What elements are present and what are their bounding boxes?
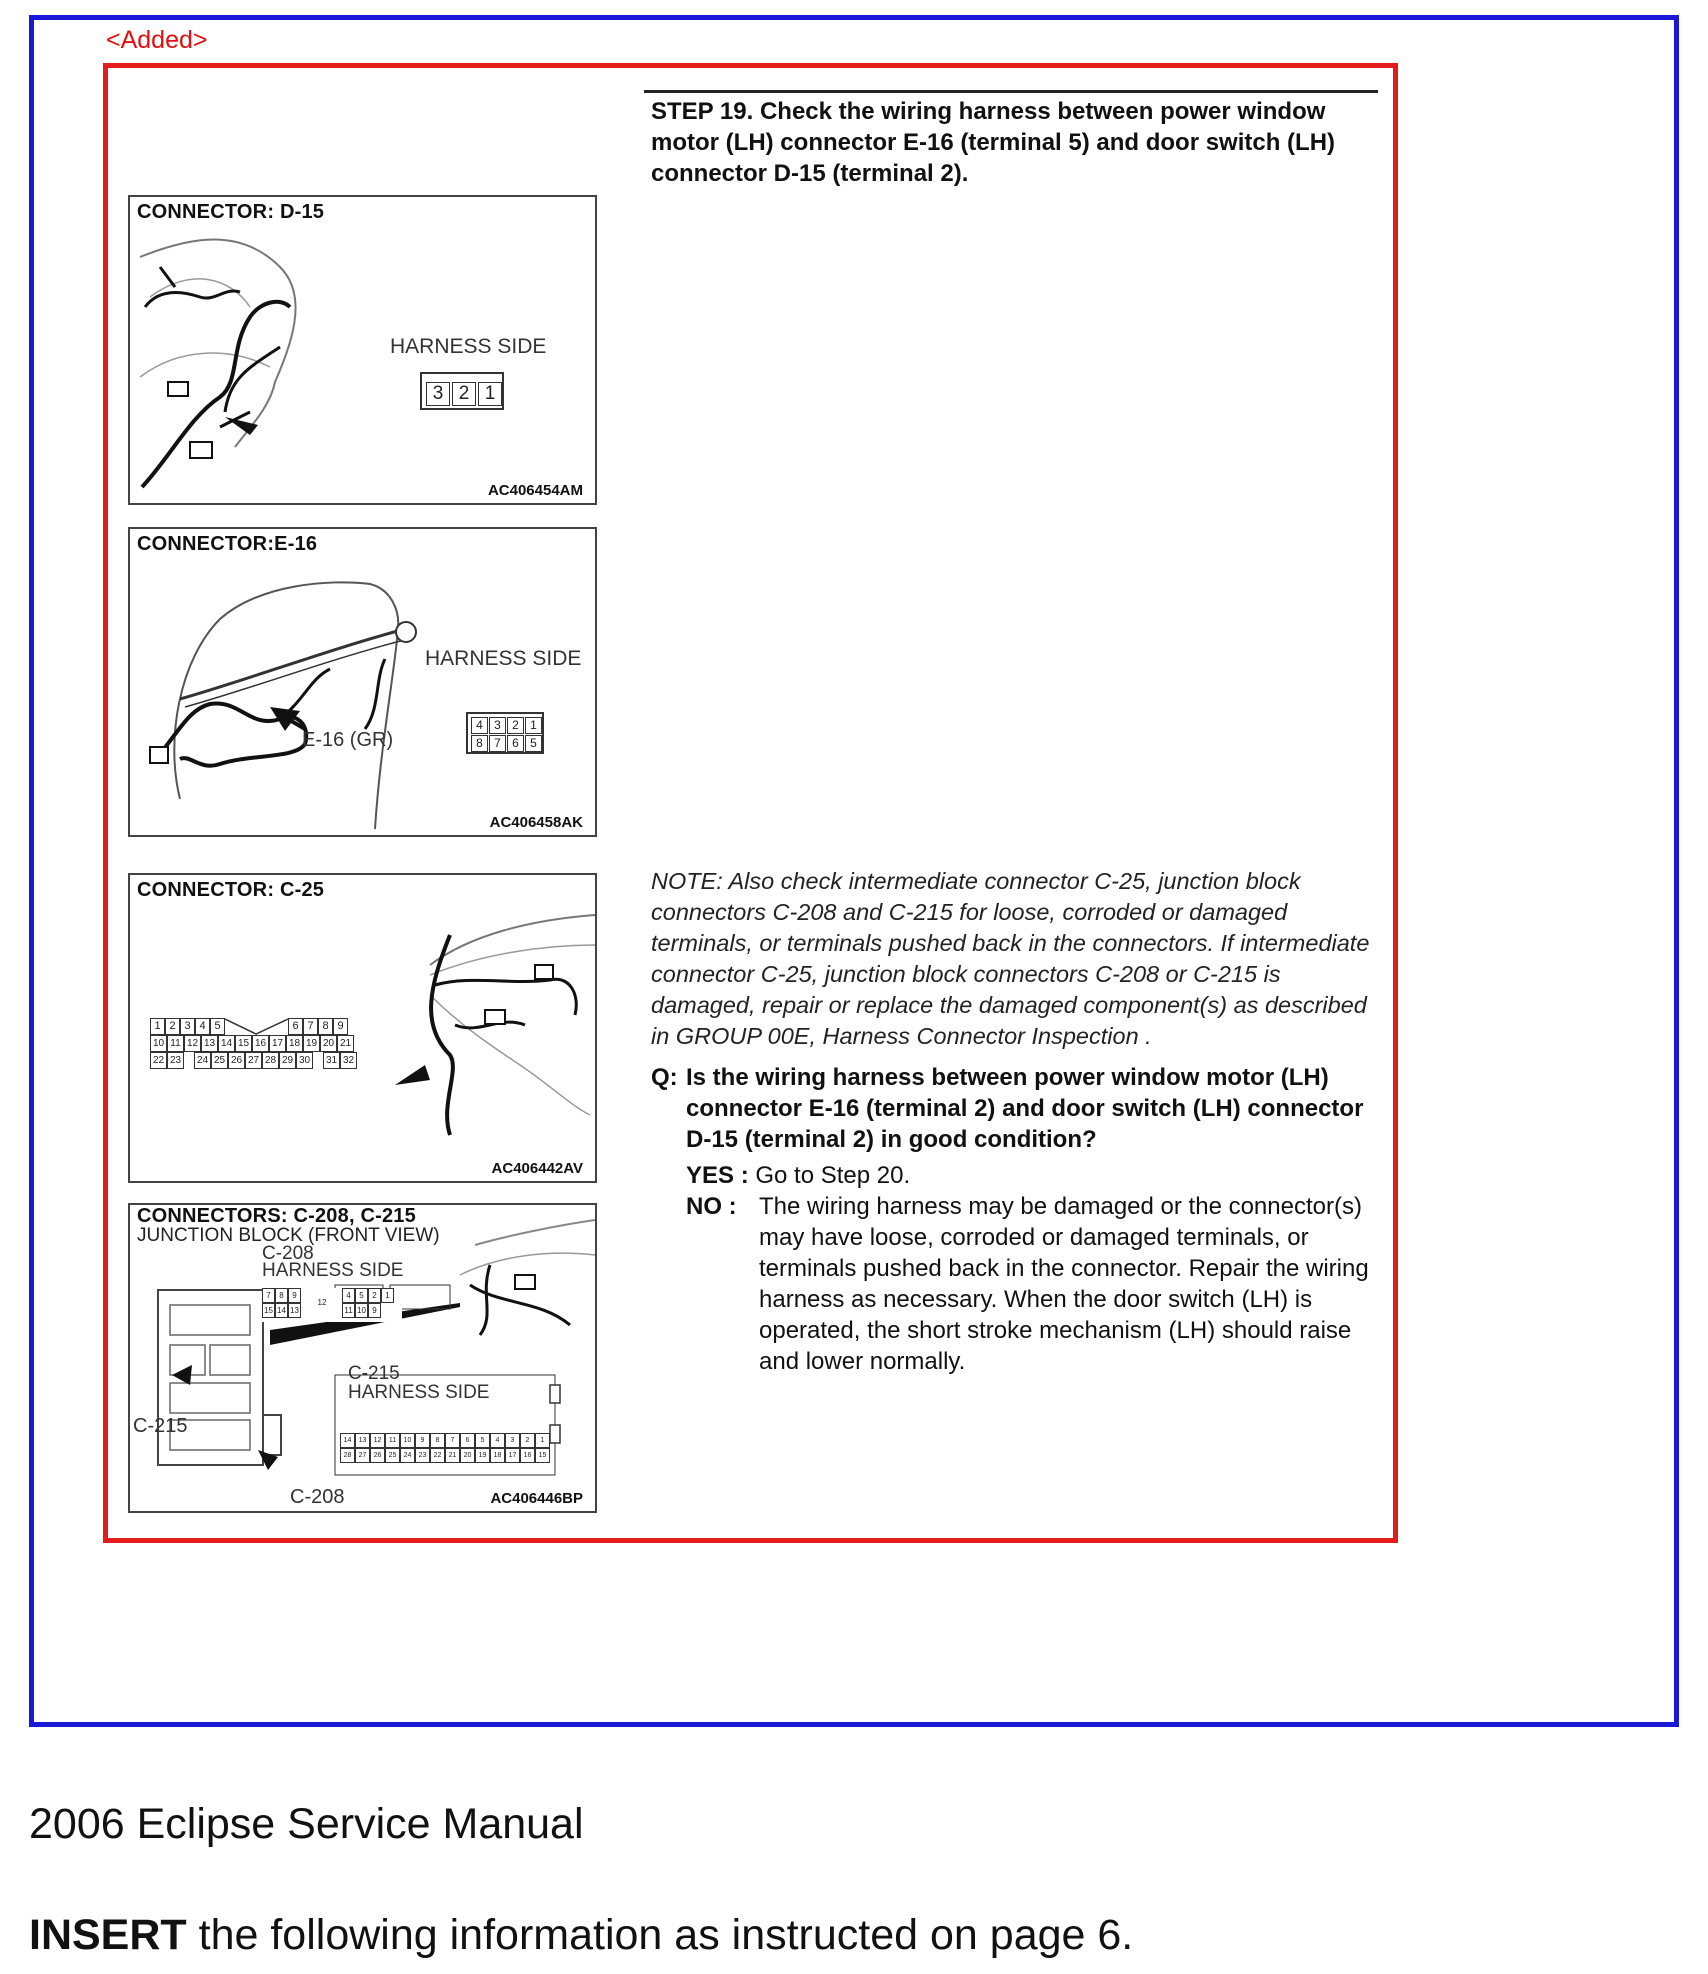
c215-pin: 23 bbox=[415, 1448, 430, 1463]
d15-pin: 2 bbox=[452, 382, 476, 406]
c208-c215-figure-code: AC406446BP bbox=[490, 1490, 583, 1507]
c208-pin: 9 bbox=[368, 1303, 381, 1318]
c208-pin: 14 bbox=[275, 1303, 288, 1318]
c208-callout: C-208 bbox=[290, 1486, 345, 1508]
note-paragraph: NOTE: Also check intermediate connector C-25, junction block connectors C-208 and C-215 for loose, corroded or damaged terminals, or terminals pushed back in the connectors. If intermediate connector C-25, junction block connectors C-208 or C-215 is damaged, repair or replace the damaged component(s) as described in GROUP 00E, Harness Connector Inspection . bbox=[651, 868, 1370, 1049]
e16-pin: 6 bbox=[507, 735, 524, 752]
question-text: Is the wiring harness between power window motor (LH) connector E-16 (terminal 2) and door switch (LH) connector D-15 (terminal 2) in good condition? bbox=[686, 1064, 1364, 1153]
c25-pin: 1 bbox=[150, 1018, 165, 1035]
e16-pin: 4 bbox=[471, 717, 488, 734]
no-answer bbox=[686, 1191, 1406, 1377]
c25-pin: 3 bbox=[180, 1018, 195, 1035]
c215-pin: 15 bbox=[535, 1448, 550, 1463]
c25-figure-code: AC406442AV bbox=[491, 1160, 583, 1177]
c215-pin: 27 bbox=[355, 1448, 370, 1463]
c208-pin: 4 bbox=[342, 1288, 355, 1303]
c215-pin: 8 bbox=[430, 1433, 445, 1448]
c215-pin: 6 bbox=[460, 1433, 475, 1448]
d15-connector-face bbox=[420, 372, 504, 410]
c25-pin: 28 bbox=[262, 1052, 279, 1069]
c215-pin: 3 bbox=[505, 1433, 520, 1448]
c215-pin: 11 bbox=[385, 1433, 400, 1448]
c25-pin: 24 bbox=[194, 1052, 211, 1069]
insert-keyword: INSERT bbox=[29, 1911, 187, 1959]
c25-pin: 10 bbox=[150, 1035, 167, 1052]
c215-pin: 25 bbox=[385, 1448, 400, 1463]
question-block bbox=[651, 1062, 1391, 1155]
c208-pin: 1 bbox=[381, 1288, 394, 1303]
c208-c215-title: CONNECTORS: C-208, C-215 bbox=[137, 1205, 416, 1227]
c215-pin: 1 bbox=[535, 1433, 550, 1448]
c25-pin: 8 bbox=[318, 1018, 333, 1035]
c215-pin: 22 bbox=[430, 1448, 445, 1463]
c215-pin: 2 bbox=[520, 1433, 535, 1448]
c215-pin: 10 bbox=[400, 1433, 415, 1448]
no-text: The wiring harness may be damaged or the connector(s) may have loose, corroded or damaged terminals, or terminals pushed back in the connector. Repair the wiring harness as necessary. When the door switch (LH) is operated, the short stroke mechanism (LH) should raise and lower normally. bbox=[759, 1193, 1369, 1375]
c215-pin: 17 bbox=[505, 1448, 520, 1463]
c208-pin: 12 bbox=[317, 1298, 327, 1307]
question-prefix: Q: bbox=[651, 1064, 678, 1091]
e16-pin: 3 bbox=[489, 717, 506, 734]
junction-block-subtitle: JUNCTION BLOCK (FRONT VIEW) bbox=[137, 1225, 440, 1246]
c208-harness-side-label: HARNESS SIDE bbox=[262, 1260, 404, 1281]
yes-label: YES : bbox=[686, 1162, 749, 1189]
c215-pin: 20 bbox=[460, 1448, 475, 1463]
c208-pin: 8 bbox=[275, 1288, 288, 1303]
c25-pin: 22 bbox=[150, 1052, 167, 1069]
step-divider bbox=[644, 90, 1378, 93]
c25-pin: 15 bbox=[235, 1035, 252, 1052]
e16-pin: 7 bbox=[489, 735, 506, 752]
c208-pin: 2 bbox=[368, 1288, 381, 1303]
c215-connector-face bbox=[340, 1433, 550, 1467]
c208-pin: 10 bbox=[355, 1303, 368, 1318]
e16-pin: 1 bbox=[525, 717, 542, 734]
c25-pin: 13 bbox=[201, 1035, 218, 1052]
c208-pin: 7 bbox=[262, 1288, 275, 1303]
c215-pin: 16 bbox=[520, 1448, 535, 1463]
c208-pin: 15 bbox=[262, 1303, 275, 1318]
c25-pin: 21 bbox=[337, 1035, 354, 1052]
c215-label: C-215 bbox=[348, 1363, 400, 1384]
c25-pin: 14 bbox=[218, 1035, 235, 1052]
manual-title: 2006 Eclipse Service Manual bbox=[29, 1800, 584, 1848]
c208-label: C-208 bbox=[262, 1243, 314, 1264]
c208-connector-face bbox=[262, 1288, 402, 1322]
c25-pin: 7 bbox=[303, 1018, 318, 1035]
e16-callout-label: E-16 (GR) bbox=[302, 729, 394, 751]
insert-instruction-text: the following information as instructed on page 6. bbox=[186, 1911, 1134, 1959]
c215-harness-side-label: HARNESS SIDE bbox=[348, 1382, 490, 1403]
c215-callout: C-215 bbox=[133, 1415, 188, 1437]
c25-pin: 6 bbox=[288, 1018, 303, 1035]
e16-title: CONNECTOR:E-16 bbox=[137, 533, 318, 555]
e16-pin: 5 bbox=[525, 735, 542, 752]
c208-pin: 11 bbox=[342, 1303, 355, 1318]
c25-connector-face bbox=[150, 1018, 358, 1078]
c25-pin: 27 bbox=[245, 1052, 262, 1069]
c25-pin: 18 bbox=[286, 1035, 303, 1052]
insert-instruction bbox=[29, 1911, 1133, 1960]
c25-pin: 5 bbox=[210, 1018, 225, 1035]
c25-pin: 29 bbox=[279, 1052, 296, 1069]
yes-answer bbox=[686, 1160, 910, 1191]
c25-pin: 4 bbox=[195, 1018, 210, 1035]
d15-pin: 3 bbox=[426, 382, 450, 406]
c25-pin: 25 bbox=[211, 1052, 228, 1069]
c215-pin: 18 bbox=[490, 1448, 505, 1463]
c25-pin: 31 bbox=[323, 1052, 340, 1069]
c25-pin: 19 bbox=[303, 1035, 320, 1052]
yes-text: Go to Step 20. bbox=[755, 1162, 911, 1189]
c215-pin: 21 bbox=[445, 1448, 460, 1463]
e16-figure-code: AC406458AK bbox=[489, 814, 583, 831]
figure-connector-e16 bbox=[128, 527, 597, 837]
c25-pin: 20 bbox=[320, 1035, 337, 1052]
c215-pin: 7 bbox=[445, 1433, 460, 1448]
c215-pin: 24 bbox=[400, 1448, 415, 1463]
c25-pin: 26 bbox=[228, 1052, 245, 1069]
c215-pin: 26 bbox=[370, 1448, 385, 1463]
c25-pin: 17 bbox=[269, 1035, 286, 1052]
e16-door-illustration bbox=[130, 529, 597, 837]
e16-harness-side-label: HARNESS SIDE bbox=[425, 647, 582, 670]
c215-pin: 28 bbox=[340, 1448, 355, 1463]
c25-key-notch bbox=[225, 1018, 288, 1035]
c25-pin: 16 bbox=[252, 1035, 269, 1052]
c208-pin: 13 bbox=[288, 1303, 301, 1318]
d15-harness-side-label: HARNESS SIDE bbox=[390, 335, 547, 358]
figure-connectors-c208-c215 bbox=[128, 1203, 597, 1513]
e16-pin: 2 bbox=[507, 717, 524, 734]
added-label: <Added> bbox=[106, 26, 208, 54]
c25-pin: 9 bbox=[333, 1018, 348, 1035]
c215-pin: 5 bbox=[475, 1433, 490, 1448]
c215-pin: 9 bbox=[415, 1433, 430, 1448]
d15-title: CONNECTOR: D-15 bbox=[137, 201, 325, 223]
c25-title: CONNECTOR: C-25 bbox=[137, 879, 325, 901]
c208-pin: 5 bbox=[355, 1288, 368, 1303]
c25-pin: 2 bbox=[165, 1018, 180, 1035]
c25-pin: 30 bbox=[296, 1052, 313, 1069]
e16-connector-face bbox=[466, 712, 544, 754]
e16-pin: 8 bbox=[471, 735, 488, 752]
c215-pin: 14 bbox=[340, 1433, 355, 1448]
figure-connector-d15 bbox=[128, 195, 597, 505]
c215-pin: 13 bbox=[355, 1433, 370, 1448]
d15-pin: 1 bbox=[478, 382, 502, 406]
d15-figure-code: AC406454AM bbox=[487, 482, 583, 499]
c25-pin: 32 bbox=[340, 1052, 357, 1069]
no-label: NO : bbox=[686, 1193, 737, 1220]
figure-connector-c25 bbox=[128, 873, 597, 1183]
c208-pin: 9 bbox=[288, 1288, 301, 1303]
c25-pin: 11 bbox=[167, 1035, 184, 1052]
step-title: STEP 19. Check the wiring harness between power window motor (LH) connector E-16 (terminal 5) and door switch (LH) connector D-15 (terminal 2). bbox=[651, 98, 1336, 187]
c215-pin: 12 bbox=[370, 1433, 385, 1448]
c215-pin: 19 bbox=[475, 1448, 490, 1463]
c215-pin: 4 bbox=[490, 1433, 505, 1448]
c25-pin: 23 bbox=[167, 1052, 184, 1069]
c25-pin: 12 bbox=[184, 1035, 201, 1052]
